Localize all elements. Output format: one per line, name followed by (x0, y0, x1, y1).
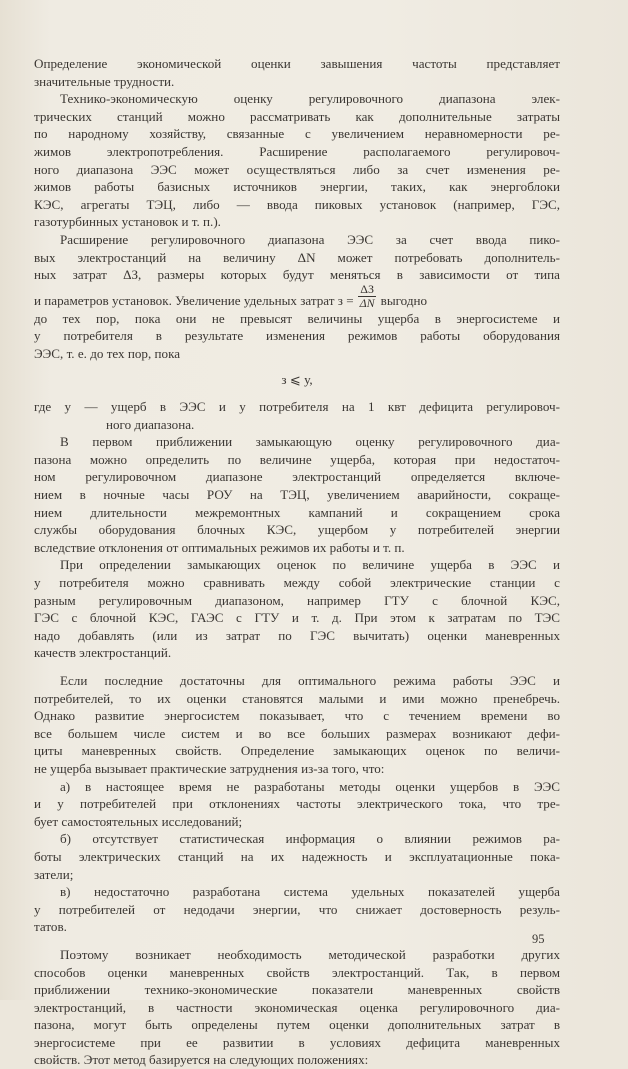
fraction-denominator: ΔN (359, 295, 375, 310)
fraction-numerator: ΔЗ (360, 281, 374, 296)
paragraph-2 (34, 90, 560, 231)
text-line: татов. (34, 919, 67, 935)
text-line: ных затрат ΔЗ, размеры которых будут меняться в зависимости от типа (34, 267, 560, 283)
text-line: и у потребителей при отклонениях частоты электрического тока, что тре- (34, 796, 560, 812)
text-line: электростанций, в частности экономическая оценка регулировочного диа- (34, 999, 560, 1015)
text-line: трических станций можно рассматривать как дополнительные затраты (34, 108, 560, 124)
text-line: Если последние достаточны для оптимального режима работы ЭЭС и (60, 673, 560, 688)
text-line: качеств электростанций. (34, 645, 172, 661)
text-line: Технико-экономическую оценку регулировочного диапазона элек- (60, 91, 560, 107)
text-line: не ущерба вызывает практические затруднения из-за того, что: (34, 760, 385, 776)
text-line: Поэтому возникает необходимость методической разработки других (60, 946, 560, 962)
paragraph-6 (34, 556, 560, 662)
text-line: ного диапазона. (106, 416, 195, 432)
formula-line (34, 281, 560, 310)
text-line: жимов электропотребления. Расширение располагаемого регулировоч- (34, 143, 560, 159)
text-line: нием длительности межремонтных кампаний и сокращением срока (34, 504, 560, 520)
paragraph-7 (34, 672, 560, 778)
text-line: ном регулировочном диапазоне электростанций определяется включе- (34, 469, 560, 485)
text-line: бует самостоятельных исследований; (34, 813, 243, 829)
paragraph-4 (34, 398, 560, 433)
text-line: способов оценки маневренных свойств электростанций. Так, в первом (34, 964, 560, 980)
formula-text-before: и параметров установок. Увеличение удельных затрат з = (34, 293, 354, 309)
page-number: 95 (532, 932, 545, 946)
text-line: нием в ночные часы РОУ на ТЭЦ, увеличением аварийности, сокраще- (34, 487, 560, 503)
text-line: приближении технико-экономические показатели маневренных свойств (34, 982, 560, 998)
text-line: затели; (34, 866, 74, 882)
text-line: КЭС, агрегаты ТЭЦ, либо — ввода пиковых установок (например, ГЭС, (34, 196, 560, 212)
text-line: пазона можно определить по величине ущерба, которая при недостаточ- (34, 451, 560, 467)
text-line: значительные трудности. (34, 73, 175, 89)
text-line: разным регулировочным диапазоном, например ГТУ с блочной КЭС, (34, 592, 560, 608)
paragraph-1 (34, 55, 560, 90)
text-line: Определение экономической оценки завышения частоты представляет (34, 56, 560, 71)
paragraph-11 (34, 946, 560, 1069)
text-line: Однако развитие энергосистем показывает, что с течением времени во (34, 708, 560, 724)
paragraph-10 (34, 883, 560, 936)
text-line: по народному хозяйству, связанные с увеличением неравномерности ре- (34, 126, 560, 142)
text-line: В первом приближении замыкающую оценку регулировочного диа- (60, 434, 560, 450)
inequality-formula (34, 371, 560, 389)
text-line: энергосистеме при ее развитии в условиях дефицита маневренных (34, 1034, 560, 1050)
text-line: у потребителя в результате изменения режимов работы оборудования (34, 328, 560, 344)
text-line: жимов работы базисных источников энергии, таких, как энергоблоки (34, 179, 560, 195)
text-line: а) в настоящее время не разработаны методы оценки ущербов в ЭЭС (60, 778, 560, 794)
text-line: все большем числе систем и во все больших размерах возникают дефи- (34, 725, 560, 741)
text-line: надо добавлять (или из затрат по ГЭС вычитать) оценки маневренных (34, 627, 560, 643)
text-line: циты маневренных свойств. Определение замыкающих оценок по величи- (34, 743, 560, 759)
text-line: ЭЭС, т. е. до тех пор, пока (34, 345, 181, 361)
text-line: ГЭС с блочной КЭС, ГАЭС с ГТУ и т. д. При этом к затратам по ТЭС (34, 610, 560, 626)
text-line: вследствие отклонения от оптимальных режимов их работы и т. п. (34, 539, 405, 555)
paragraph-5 (34, 433, 560, 556)
text-line: газотурбинных установок и т. п.). (34, 214, 221, 230)
formula-text-after: выгодно (380, 293, 428, 309)
paragraph-gap (34, 936, 560, 946)
body-text (34, 55, 560, 1069)
text-line: пазона, могут быть определены путем оценки дополнительных затрат в (34, 1017, 560, 1033)
text-line: в) недостаточно разработана система удельных показателей ущерба (60, 884, 560, 900)
text-line: у потребителей от недодачи энергии, что снижает достоверность резуль- (34, 901, 560, 917)
text-line: где у — ущерб в ЭЭС и у потребителя на 1 квт дефицита регулировоч- (34, 399, 560, 415)
paragraph-8 (34, 778, 560, 831)
text-line: При определении замыкающих оценок по величине ущерба в ЭЭС и (60, 557, 560, 573)
text-line: боты электрических станций на их надежность и эксплуатационные пока- (34, 848, 560, 864)
text-line: потребителей, то их оценки становятся малыми и ими можно пренебречь. (34, 690, 560, 706)
text-line: Расширение регулировочного диапазона ЭЭС за счет ввода пико- (60, 231, 560, 247)
text-line: до тех пор, пока они не превысят величины ущерба в энергосистеме и (34, 310, 560, 326)
text-line: у потребителя можно сравнивать между собой электрические станции с (34, 575, 560, 591)
paragraph-gap (34, 662, 560, 672)
text-line: б) отсутствует статистическая информация о влиянии режимов ра- (60, 831, 560, 847)
text-line: ного диапазона ЭЭС может осуществляться либо за счет изменения ре- (34, 161, 560, 177)
formula-text: з ⩽ у, (281, 371, 313, 387)
text-line: службы оборудования блочных КЭС, ущербом у потребителей энергии (34, 522, 560, 538)
paragraph-3 (34, 231, 560, 363)
paragraph-9 (34, 830, 560, 883)
text-line: вых электростанций на величину ΔN может потребовать дополнитель- (34, 249, 560, 265)
fraction-formula (358, 283, 377, 310)
text-line: свойств. Этот метод базируется на следующих положениях: (34, 1052, 369, 1068)
